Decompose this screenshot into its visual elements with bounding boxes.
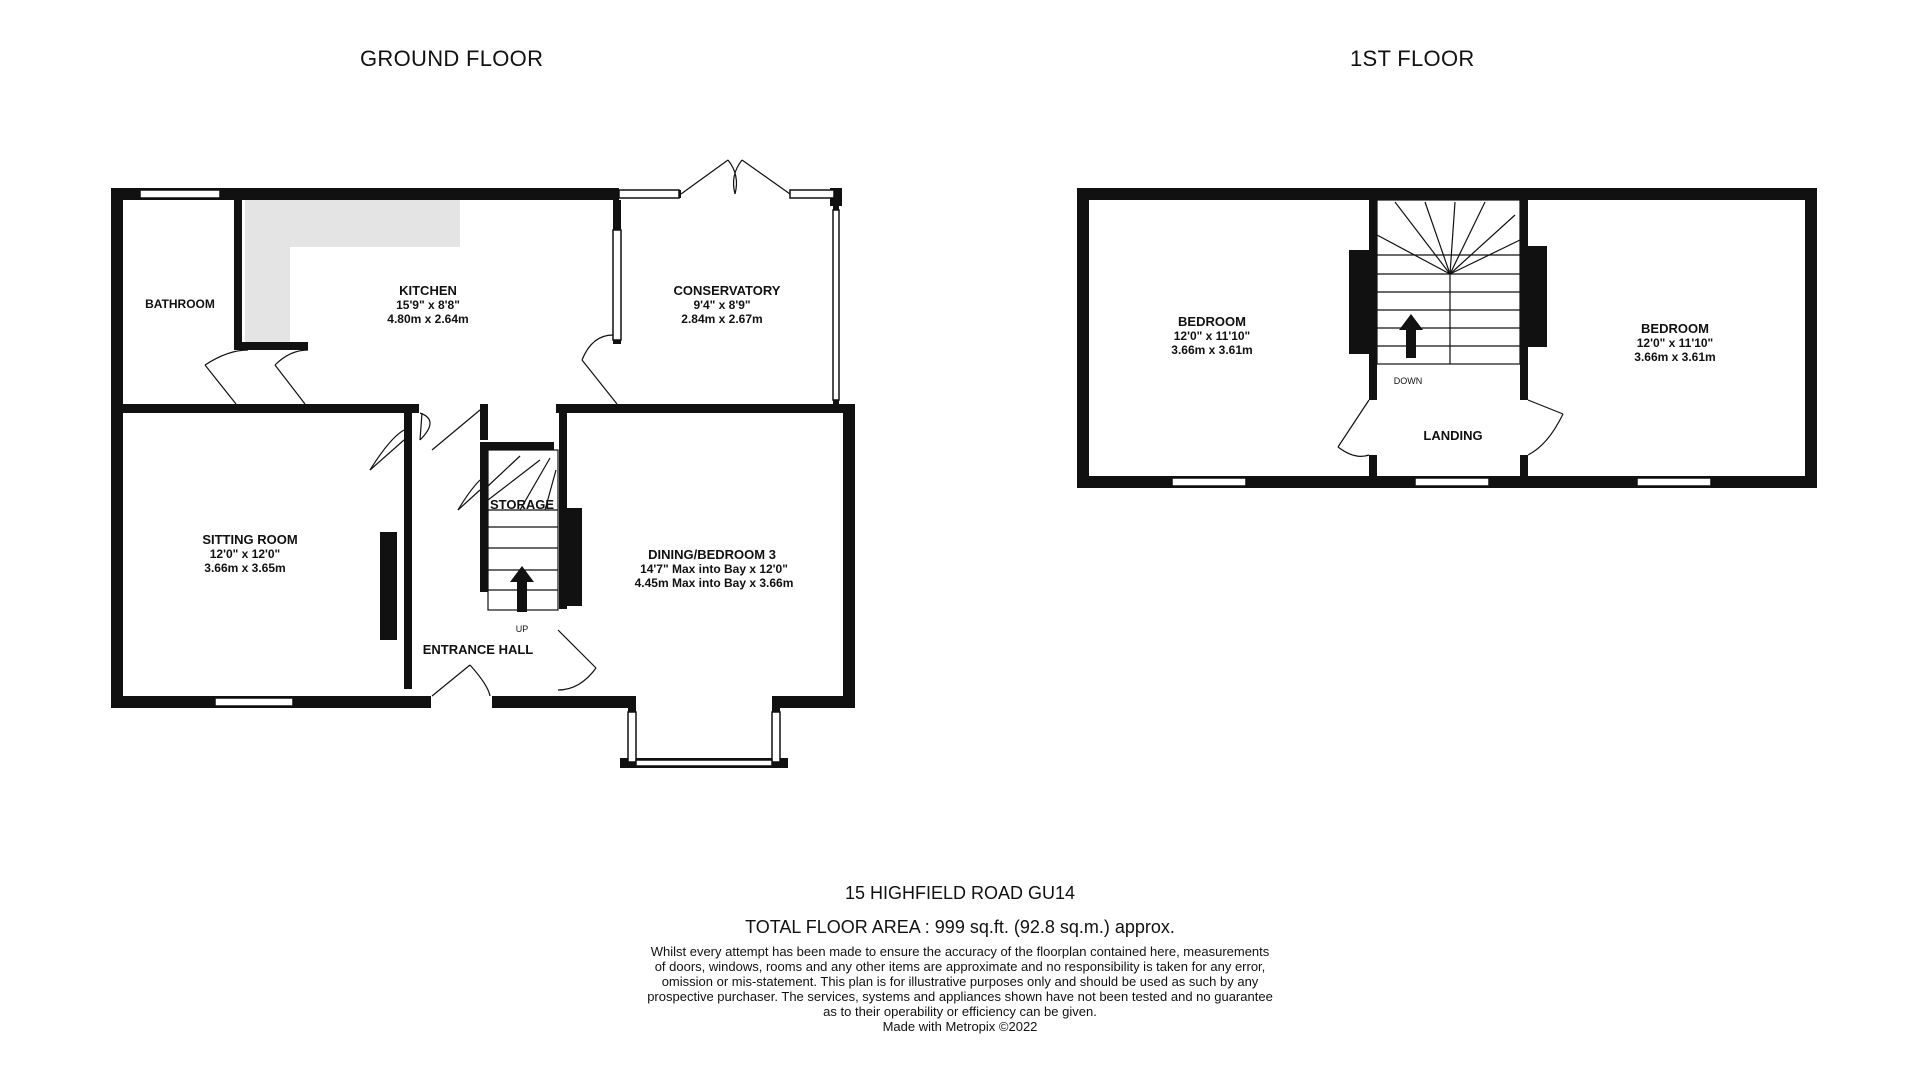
bedroom-right-name: BEDROOM	[1641, 321, 1709, 336]
dining-imperial: 14'7" Max into Bay x 12'0"	[640, 562, 788, 576]
first-room-labels	[1171, 314, 1715, 443]
kitchen-metric: 4.80m x 2.64m	[387, 312, 469, 326]
landing-name: LANDING	[1423, 428, 1483, 443]
ground-room-labels	[145, 283, 793, 657]
bedroom-left-name: BEDROOM	[1178, 314, 1246, 329]
dining-metric: 4.45m Max into Bay x 3.66m	[634, 576, 794, 590]
ground-interior-walls	[123, 200, 855, 689]
ground-stair-arrow	[510, 566, 534, 612]
bedroom-right-metric: 3.66m x 3.61m	[1634, 350, 1716, 364]
first-stair-label: DOWN	[1393, 376, 1423, 386]
disclaimer-line: of doors, windows, rooms and any other items are approximate and no responsibility is taken for any error,	[654, 959, 1266, 974]
conservatory-imperial: 9'4" x 8'9"	[693, 298, 751, 312]
sitting-room-name: SITTING ROOM	[202, 532, 298, 547]
first-floor-plan	[1077, 188, 1817, 488]
entrance-hall-name: ENTRANCE HALL	[422, 642, 534, 657]
conservatory-metric: 2.84m x 2.67m	[681, 312, 763, 326]
dining-name: DINING/BEDROOM 3	[648, 547, 776, 562]
disclaimer-line: as to their operability or efficiency can be given.	[823, 1004, 1097, 1019]
first-stair-arrow	[1399, 314, 1423, 358]
sitting-room-metric: 3.66m x 3.65m	[204, 561, 286, 575]
ground-stair-label: UP	[515, 624, 529, 634]
disclaimer-line: Whilst every attempt has been made to ensure the accuracy of the floorplan contained here, measurements	[650, 944, 1270, 959]
first-floor-title: 1ST FLOOR	[1350, 46, 1475, 71]
metropix-credit: Made with Metropix ©2022	[882, 1019, 1038, 1034]
bedroom-left-imperial: 12'0" x 11'10"	[1173, 329, 1251, 343]
disclaimer	[0, 944, 1920, 1034]
storage-name: STORAGE	[489, 497, 555, 512]
conservatory-french-doors	[681, 160, 790, 194]
kitchen-imperial: 15'9" x 8'8"	[396, 298, 460, 312]
total-floor-area: TOTAL FLOOR AREA : 999 sq.ft. (92.8 sq.m.) approx.	[745, 917, 1175, 937]
bathroom-name: BATHROOM	[145, 297, 215, 311]
ground-floor-plan	[111, 160, 855, 768]
disclaimer-line: prospective purchaser. The services, systems and appliances shown have not been tested and no guarantee	[647, 989, 1273, 1004]
ground-windows	[140, 190, 839, 766]
sitting-room-imperial: 12'0" x 12'0"	[209, 547, 281, 561]
bedroom-left-metric: 3.66m x 3.61m	[1171, 343, 1253, 357]
first-staircase	[1377, 200, 1520, 364]
bedroom-right-imperial: 12'0" x 11'10"	[1636, 336, 1714, 350]
ground-floor-title: GROUND FLOOR	[360, 46, 544, 71]
conservatory-name: CONSERVATORY	[673, 283, 781, 298]
disclaimer-line: omission or mis-statement. This plan is for illustrative purposes only and should be used as such by any	[661, 974, 1259, 989]
property-address: 15 HIGHFIELD ROAD GU14	[844, 883, 1076, 903]
kitchen-name: KITCHEN	[399, 283, 457, 298]
